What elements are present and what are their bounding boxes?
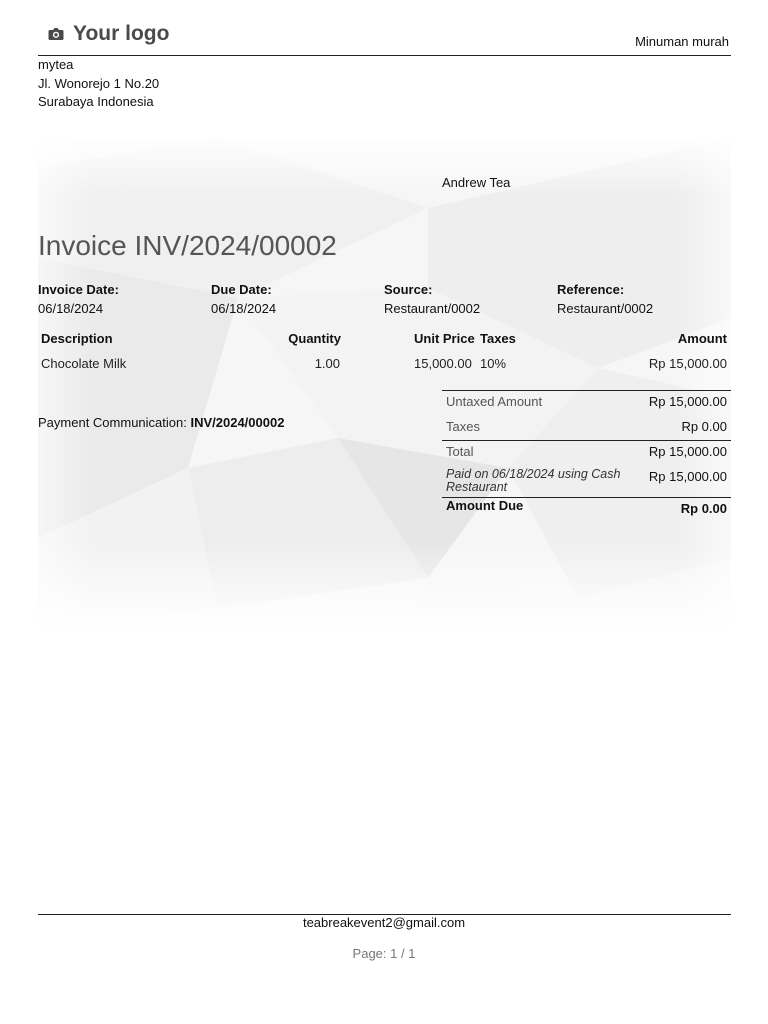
line-unit-price: 15,000.00 [414,356,472,371]
background-pattern [38,138,731,630]
reference-block [557,281,727,319]
camera-icon [47,26,65,42]
company-tagline: Minuman murah [635,34,729,49]
payment-communication [38,415,284,430]
footer-email: teabreakevent2@gmail.com [302,915,466,930]
company-name: mytea [38,57,74,72]
column-header-description: Description [41,331,113,346]
taxes-value: Rp 0.00 [681,419,727,434]
amount-due-value: Rp 0.00 [680,501,727,516]
invoice-date-label: Invoice Date: [38,282,119,297]
total-label: Total [446,444,474,459]
due-date-value: 06/18/2024 [211,301,277,316]
paid-label: Paid on 06/18/2024 using Cash Restaurant [446,467,621,494]
logo-text: Your logo [73,22,170,45]
total-rule [442,440,731,441]
paid-value: Rp 15,000.00 [648,469,727,484]
payment-communication-label: Payment Communication: [38,415,187,430]
invoice-date-value: 06/18/2024 [38,301,104,316]
totals-top-rule [442,390,731,391]
address-line-2: Surabaya Indonesia [38,94,154,109]
address-line-1: Jl. Wonorejo 1 No.20 [38,75,160,91]
column-header-amount: Amount [677,331,727,346]
reference-label: Reference: [557,282,625,297]
payment-communication-value: INV/2024/00002 [190,415,285,430]
source-label: Source: [384,282,433,297]
company-logo [47,22,169,46]
line-taxes: 10% [480,356,507,371]
total-value: Rp 15,000.00 [648,444,727,459]
column-header-quantity: Quantity [288,331,341,346]
reference-value: Restaurant/0002 [557,301,654,316]
due-date-block [211,281,381,319]
column-header-taxes: Taxes [480,331,516,346]
page-number: Page: 1 / 1 [352,946,416,961]
due-date-label: Due Date: [211,282,272,297]
untaxed-amount-label: Untaxed Amount [446,394,543,409]
line-quantity: 1.00 [314,356,340,371]
amount-due-label: Amount Due [446,498,524,513]
taxes-label: Taxes [446,419,480,434]
source-block [384,281,554,319]
source-value: Restaurant/0002 [384,301,481,316]
company-address [38,56,159,112]
customer-name: Andrew Tea [442,175,511,190]
column-header-unit-price: Unit Price [414,331,475,346]
invoice-title: Invoice INV/2024/00002 [38,230,337,261]
invoice-date-block [38,281,208,319]
line-description: Chocolate Milk [41,356,127,371]
untaxed-amount-value: Rp 15,000.00 [648,394,727,409]
line-amount: Rp 15,000.00 [648,356,727,371]
